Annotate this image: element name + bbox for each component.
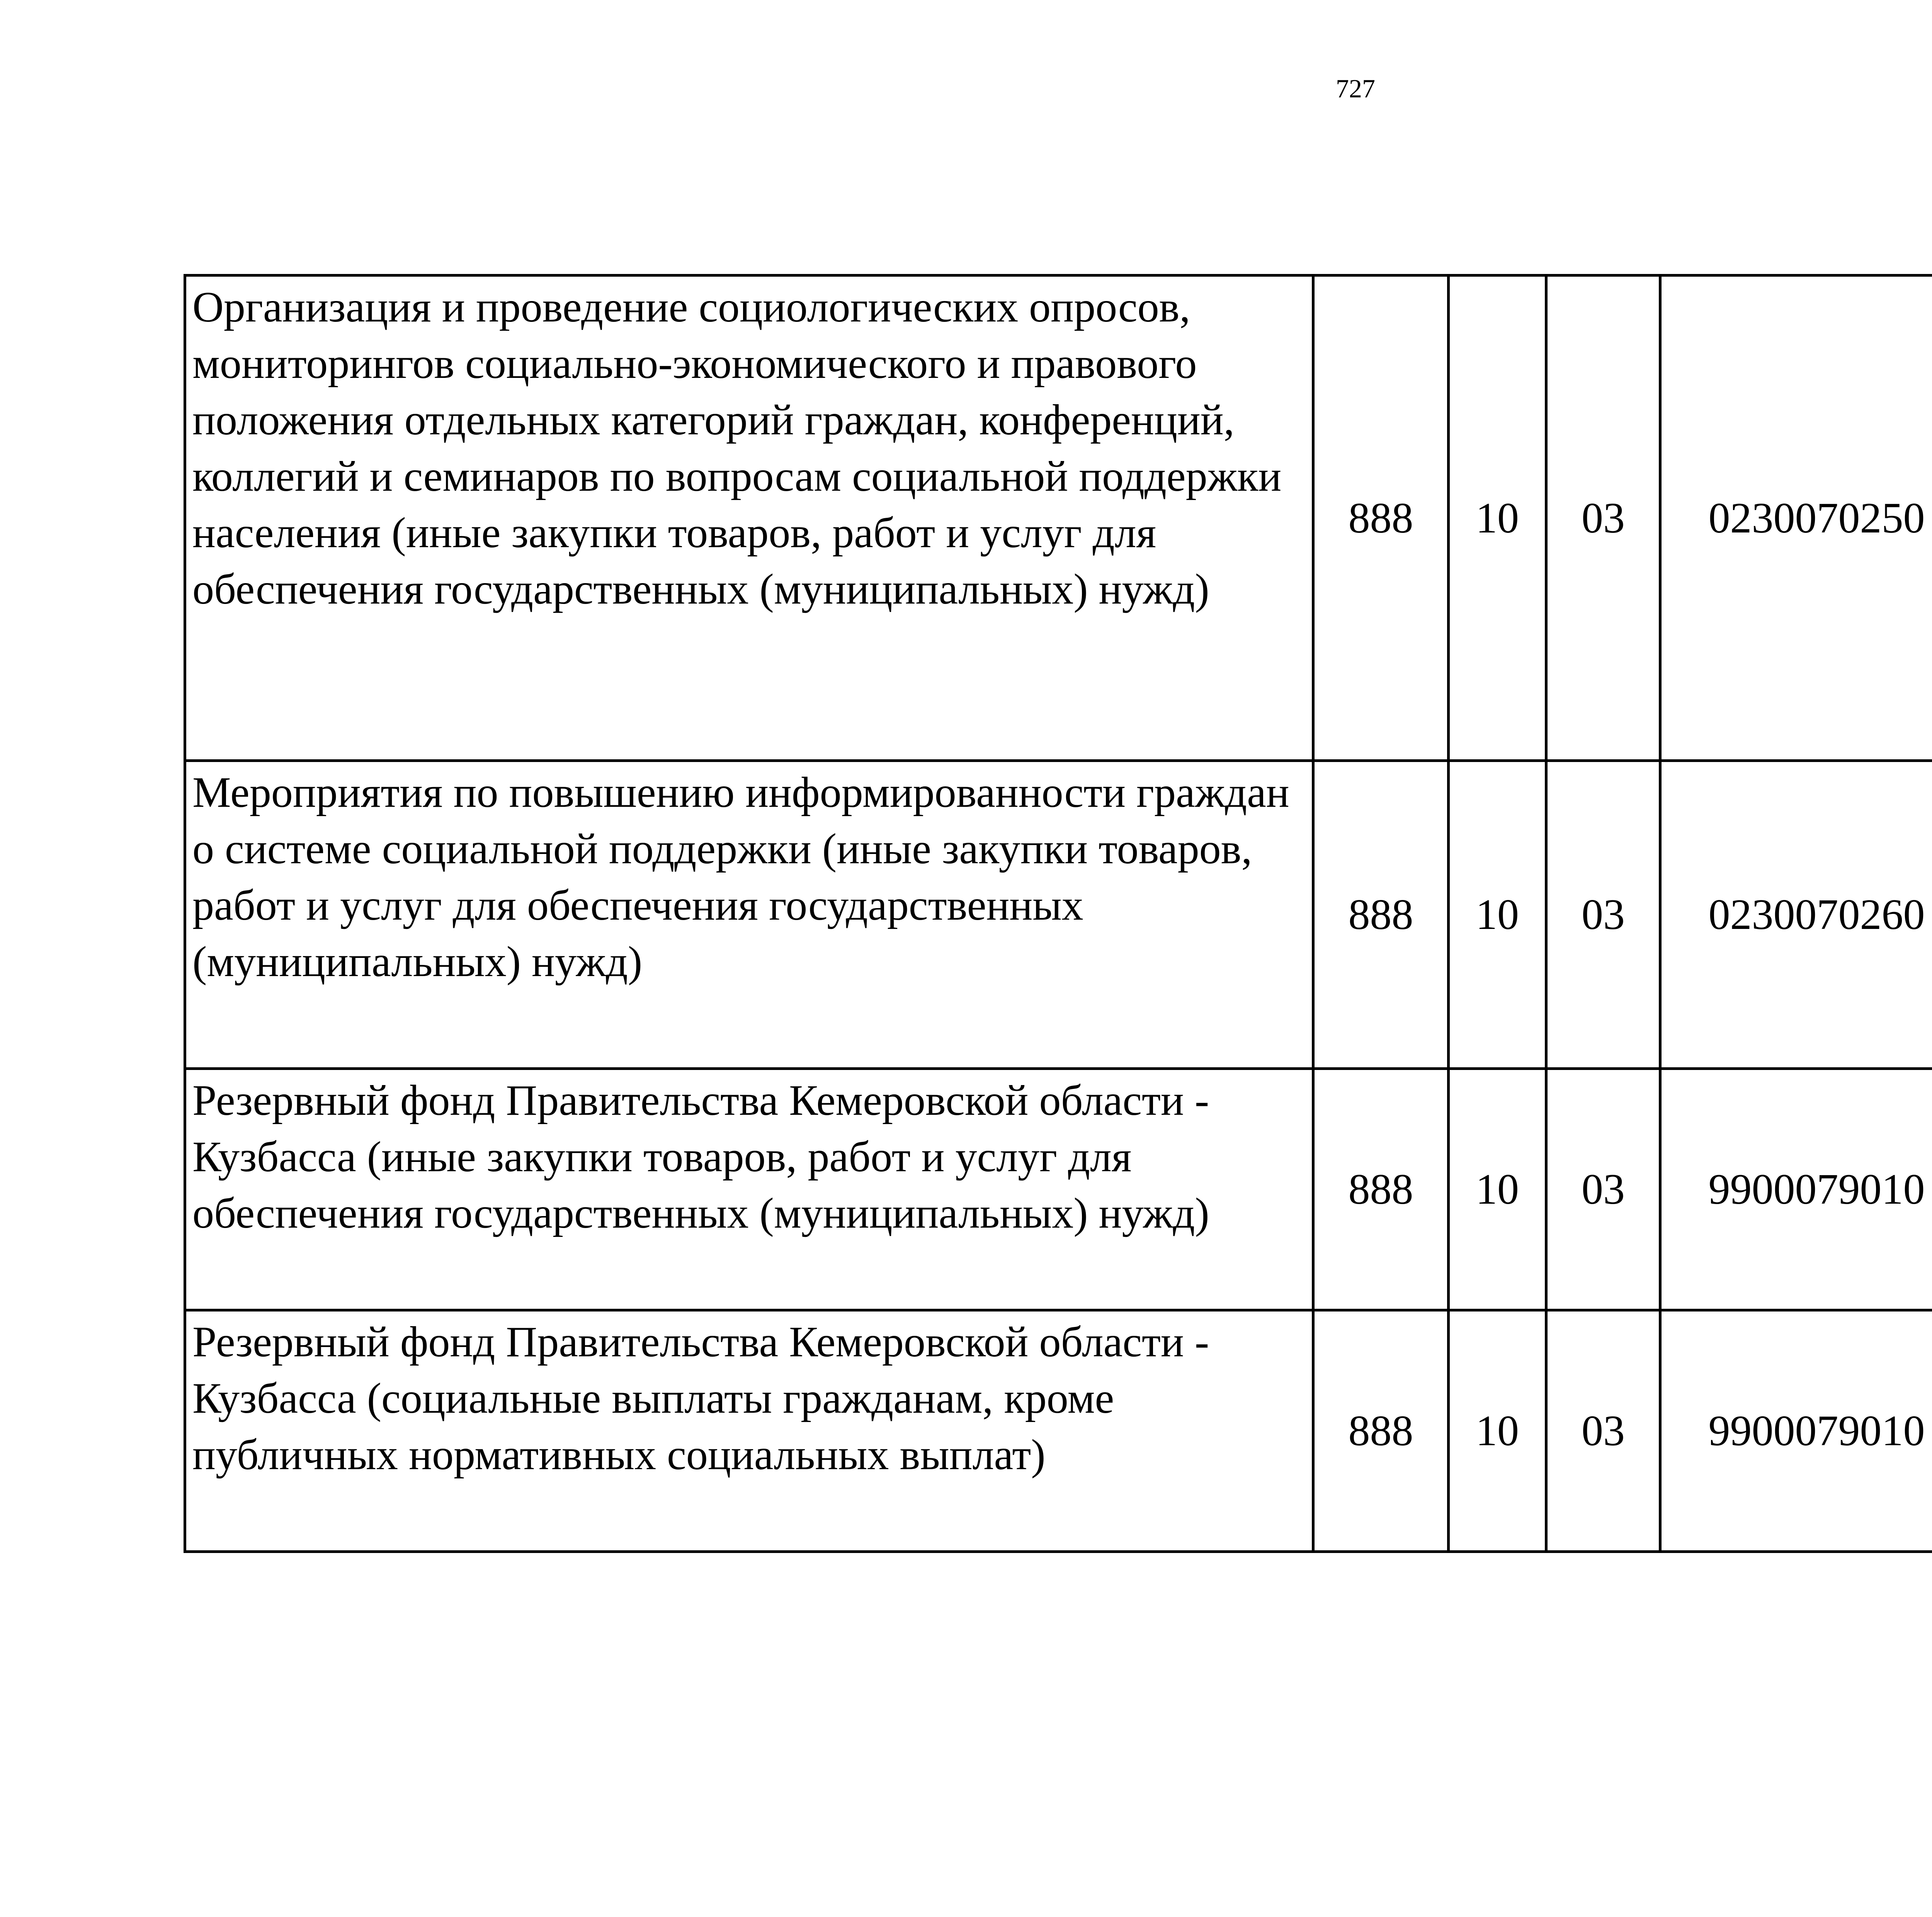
ministry-code: 888	[1313, 1069, 1449, 1310]
subsection-code: 03	[1546, 1069, 1660, 1310]
section-code: 10	[1449, 761, 1546, 1069]
row-description: Организация и проведение социологических опросов, мониторингов социально-экономического и правового положения отдельных категорий граждан, конференций, коллегий и семинаров по вопросам социальной поддержки населения (иные закупки товаров, работ и услуг для обеспечения государственных (муниципальных) нужд)	[185, 276, 1313, 761]
ministry-code: 888	[1313, 761, 1449, 1069]
section-code: 10	[1449, 276, 1546, 761]
ministry-code: 888	[1313, 276, 1449, 761]
target-article-code: 9900079010	[1660, 1310, 1932, 1552]
subsection-code: 03	[1546, 761, 1660, 1069]
table-row	[185, 761, 1932, 1069]
budget-table	[184, 274, 1932, 1553]
ministry-code: 888	[1313, 1310, 1449, 1552]
section-code: 10	[1449, 1069, 1546, 1310]
row-description: Резервный фонд Правительства Кемеровской области - Кузбасса (иные закупки товаров, работ и услуг для обеспечения государственных (муниципальных) нужд)	[185, 1069, 1313, 1310]
target-article-code: 0230070250	[1660, 276, 1932, 761]
row-description: Резервный фонд Правительства Кемеровской области - Кузбасса (социальные выплаты гражданам, кроме публичных нормативных социальных выплат)	[185, 1310, 1313, 1552]
table-row	[185, 1069, 1932, 1310]
table-row	[185, 1310, 1932, 1552]
page-number: 727	[1336, 74, 1375, 103]
subsection-code: 03	[1546, 1310, 1660, 1552]
target-article-code: 9900079010	[1660, 1069, 1932, 1310]
subsection-code: 03	[1546, 276, 1660, 761]
row-description: Мероприятия по повышению информированности граждан о системе социальной поддержки (иные закупки товаров, работ и услуг для обеспечения государственных (муниципальных) нужд)	[185, 761, 1313, 1069]
table-row	[185, 276, 1932, 761]
section-code: 10	[1449, 1310, 1546, 1552]
target-article-code: 0230070260	[1660, 761, 1932, 1069]
